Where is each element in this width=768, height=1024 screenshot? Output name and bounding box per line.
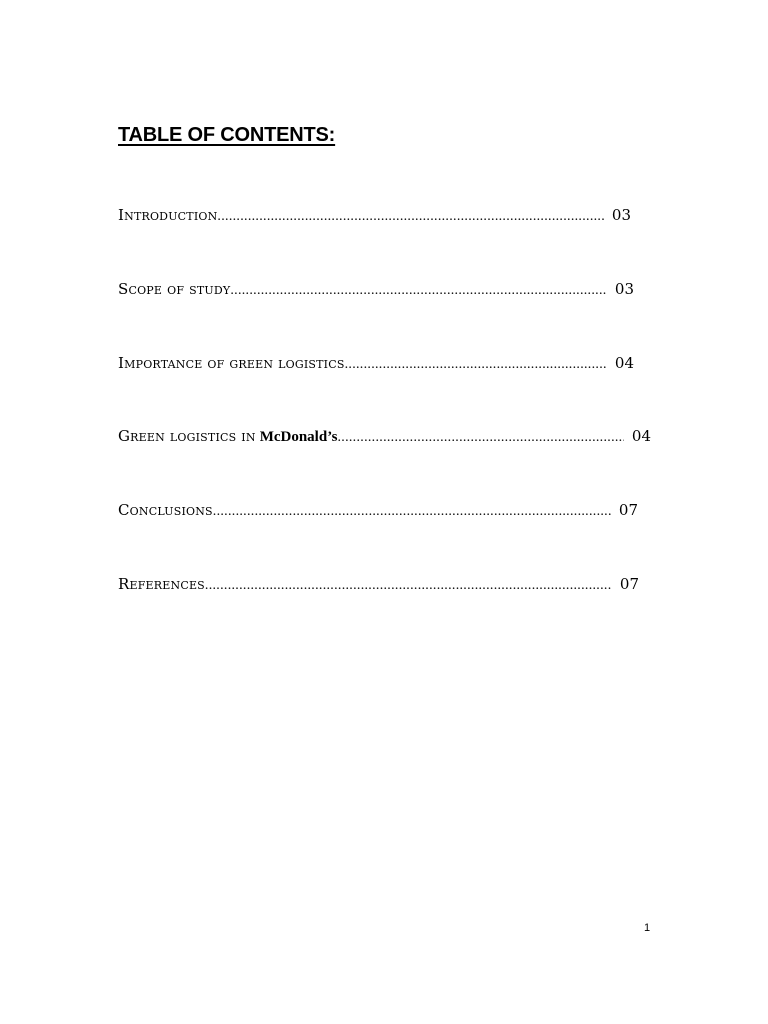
toc-entry-label: Importance of green logistics (118, 354, 345, 372)
toc-entry-label: Scope of study (118, 280, 231, 298)
toc-entry-label-company: McDonald’s (259, 429, 338, 445)
toc-entry-label: Conclusions (118, 501, 213, 519)
toc-entry-green-logistics-in-mcdonalds (118, 427, 651, 447)
toc-entry-label: Green logistics in (118, 427, 256, 445)
toc-entry-scope-of-study (118, 280, 634, 300)
toc-entry-importance-of-green-logistics (118, 354, 634, 374)
toc-entry-label: Introduction (118, 206, 218, 224)
toc-leader-dots (230, 283, 607, 299)
toc-entry-label: References (118, 575, 205, 593)
toc-leader-dots (213, 504, 611, 520)
toc-leader-dots (337, 430, 623, 446)
toc-entry-page: 03 (614, 280, 634, 298)
toc-entry-page: 03 (611, 206, 631, 224)
toc-entry-page: 04 (614, 354, 634, 372)
toc-entry-introduction (118, 206, 631, 226)
toc-entry-page: 04 (631, 427, 651, 445)
toc-entry-references (118, 575, 639, 595)
toc-leader-dots (345, 357, 607, 373)
toc-entry-page: 07 (618, 501, 638, 519)
toc-entry-page: 07 (619, 575, 639, 593)
page-number: 1 (644, 922, 651, 934)
toc-entry-conclusions (118, 501, 638, 521)
toc-leader-dots (217, 209, 603, 225)
toc-title: TABLE OF CONTENTS: (118, 124, 336, 146)
toc-leader-dots (205, 578, 612, 594)
